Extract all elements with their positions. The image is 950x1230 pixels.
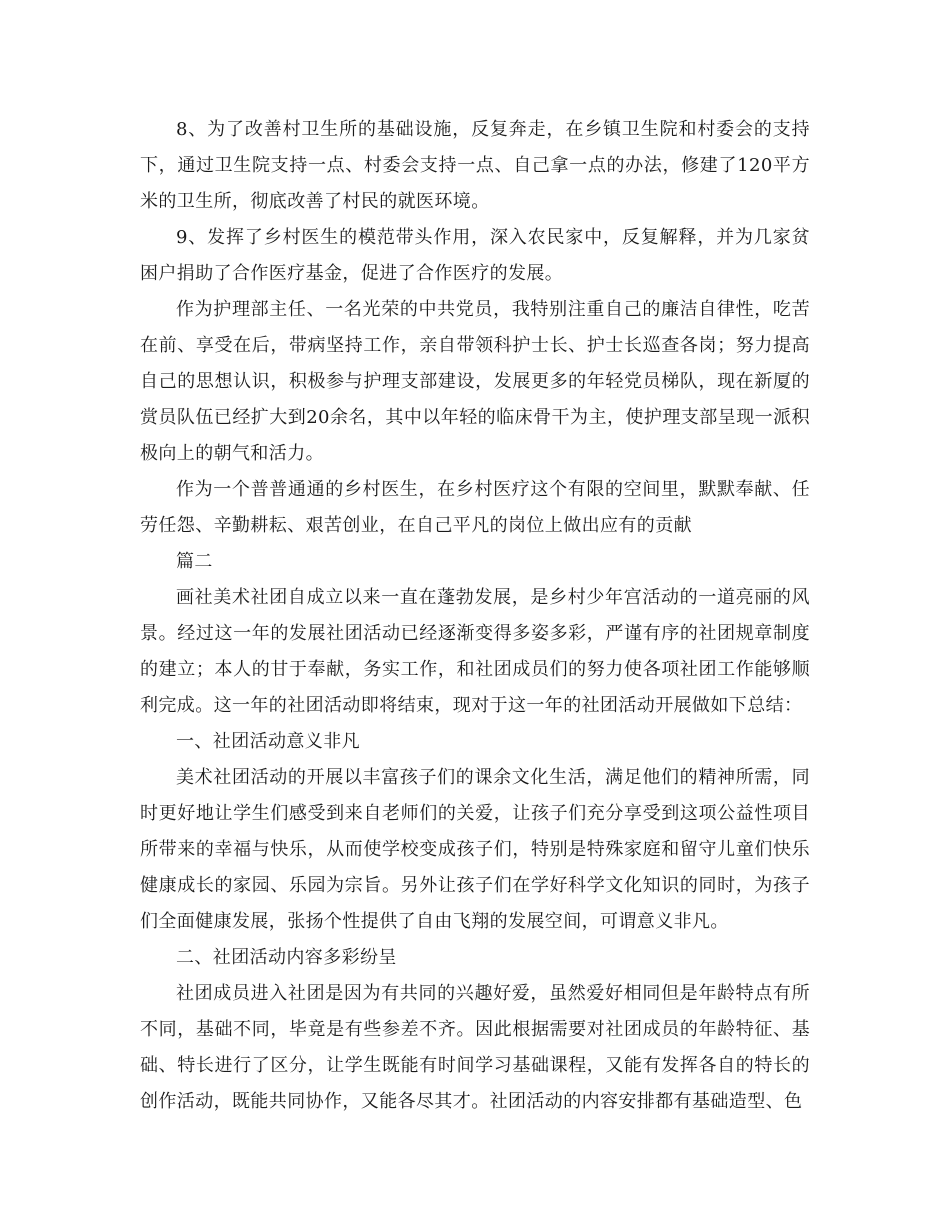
section-heading-content: 二、社团活动内容多彩纷呈 bbox=[176, 947, 397, 968]
paragraph-content: 社团成员进入社团是因为有共同的兴趣好爱，虽然爱好相同但是年龄特点有所不同，基础不同，毕竟是有些参差不齐。因此根据需要对社团成员的年龄特征、基础、特长进行了区分，让学生既能有时间学习基础课程，又能有发挥各自的特长的创作活动，既能共同协作，又能各尽其才。社团活动的内容安排都有基础造型、色 bbox=[140, 983, 810, 1112]
paragraph-village-doctor: 作为一个普普通通的乡村医生，在乡村医疗这个有限的空间里，默默奉献、任劳任怨、辛勤耕耘、艰苦创业，在自己平凡的岗位上做出应有的贡献 bbox=[140, 479, 810, 536]
paragraph-nursing-director: 作为护理部主任、一名光荣的中共党员，我特别注重自己的廉洁自律性，吃苦在前、享受在后，带病坚持工作，亲自带领科护士长、护士长巡查各岗；努力提高自己的思想认识，积极参与护理支部建设，发展更多的年轻党员梯队，现在新厦的赏员队伍已经扩大到20余名，其中以年轻的临床骨干为主，使护理支部呈现一派积极向上的朝气和活力。 bbox=[140, 299, 810, 464]
paragraph-item-8: 8、为了改善村卫生所的基础设施，反复奔走，在乡镇卫生院和村委会的支持下，通过卫生院支持一点、村委会支持一点、自己拿一点的办法，修建了120平方米的卫生所，彻底改善了村民的就医环境。 bbox=[140, 119, 810, 212]
paragraph-item-9: 9、发挥了乡村医生的模范带头作用，深入农民家中，反复解释，并为几家贫困户捐助了合作医疗基金，促进了合作医疗的发展。 bbox=[140, 227, 810, 284]
paragraph-significance: 美术社团活动的开展以丰富孩子们的课余文化生活，满足他们的精神所需，同时更好地让学生们感受到来自老师们的关爱，让孩子们充分享受到这项公益性项目所带来的幸福与快乐，从而使学校变成孩子们，特别是特殊家庭和留守儿童们快乐健康成长的家园、乐园为宗旨。另外让孩子们在学好科学文化知识的同时，为孩子们全面健康发展，张扬个性提供了自由飞翔的发展空间，可谓意义非凡。 bbox=[140, 767, 810, 932]
paragraph-art-club-intro: 画社美术社团自成立以来一直在蓬勃发展，是乡村少年宫活动的一道亮丽的风景。经过这一年的发展社团活动已经逐渐变得多姿多彩，严谨有序的社团规章制度的建立；本人的甘于奉献，务实工作，和社团成员们的努力使各项社团工作能够顺利完成。这一年的社团活动即将结束，现对于这一年的社团活动开展做如下总结： bbox=[140, 587, 810, 716]
document-body bbox=[140, 112, 810, 1120]
section-heading-part-two: 篇二 bbox=[176, 551, 213, 572]
section-heading-significance: 一、社团活动意义非凡 bbox=[176, 731, 360, 752]
